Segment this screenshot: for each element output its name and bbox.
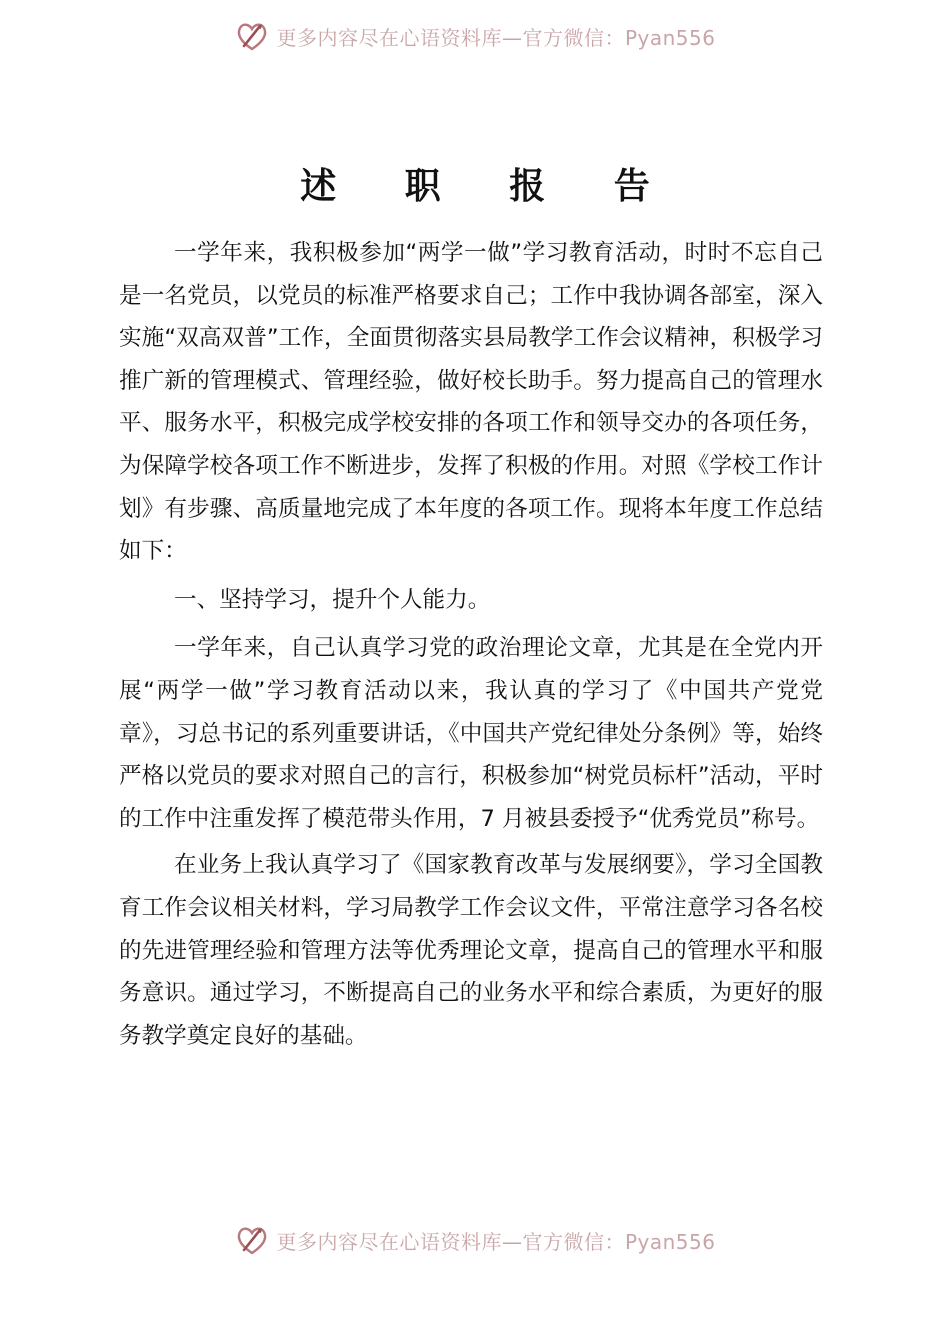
section-heading: 一、坚持学习，提升个人能力。 xyxy=(174,586,491,613)
paragraph: 在业务上我认真学习了《国家教育改革与发展纲要》，学习全国教育工作会议相关材料，学习局教学工作会议文件，平常注意学习各名校的先进管理经验和管理方法等优秀理论文章，提高自己的管理水平和服务意识。通过学习，不断提高自己的业务水平和综合素质，为更好的服务教学奠定良好的基础。 xyxy=(119,852,823,1049)
paragraph: 一学年来，自己认真学习党的政治理论文章，尤其是在全党内开展“两学一做”学习教育活动以来，我认真的学习了《中国共产党党章》，习总书记的系列重要讲话，《中国共产党纪律处分条例》等，始终严格以党员的要求对照自己的言行，积极参加“树党员标杆”活动，平时的工作中注重发挥了模范带头作用，7 月被县委授予“优秀党员”称号。 xyxy=(119,635,823,832)
document-body xyxy=(119,232,823,1057)
heart-pen-logo-icon xyxy=(234,1222,270,1258)
document-title: 述 职 报 告 xyxy=(300,166,678,207)
footer-banner xyxy=(0,1220,950,1260)
paragraph: 一学年来，我积极参加“两学一做”学习教育活动，时时不忘自己是一名党员，以党员的标准严格要求自己；工作中我协调各部室，深入实施“双高双普”工作，全面贯彻落实县局教学工作会议精神，积极学习推广新的管理模式、管理经验，做好校长助手。努力提高自己的管理水平、服务水平，积极完成学校安排的各项工作和领导交办的各项任务，为保障学校各项工作不断进步，发挥了积极的作用。对照《学校工作计划》有步骤、高质量地完成了本年度的各项工作。现将本年度工作总结如下： xyxy=(119,240,823,565)
banner-text: 更多内容尽在心语资料库—官方微信：Pyan556 xyxy=(276,25,716,50)
header-banner xyxy=(0,16,950,56)
heart-pen-logo-icon xyxy=(234,18,270,54)
banner-text: 更多内容尽在心语资料库—官方微信：Pyan556 xyxy=(276,1229,716,1254)
